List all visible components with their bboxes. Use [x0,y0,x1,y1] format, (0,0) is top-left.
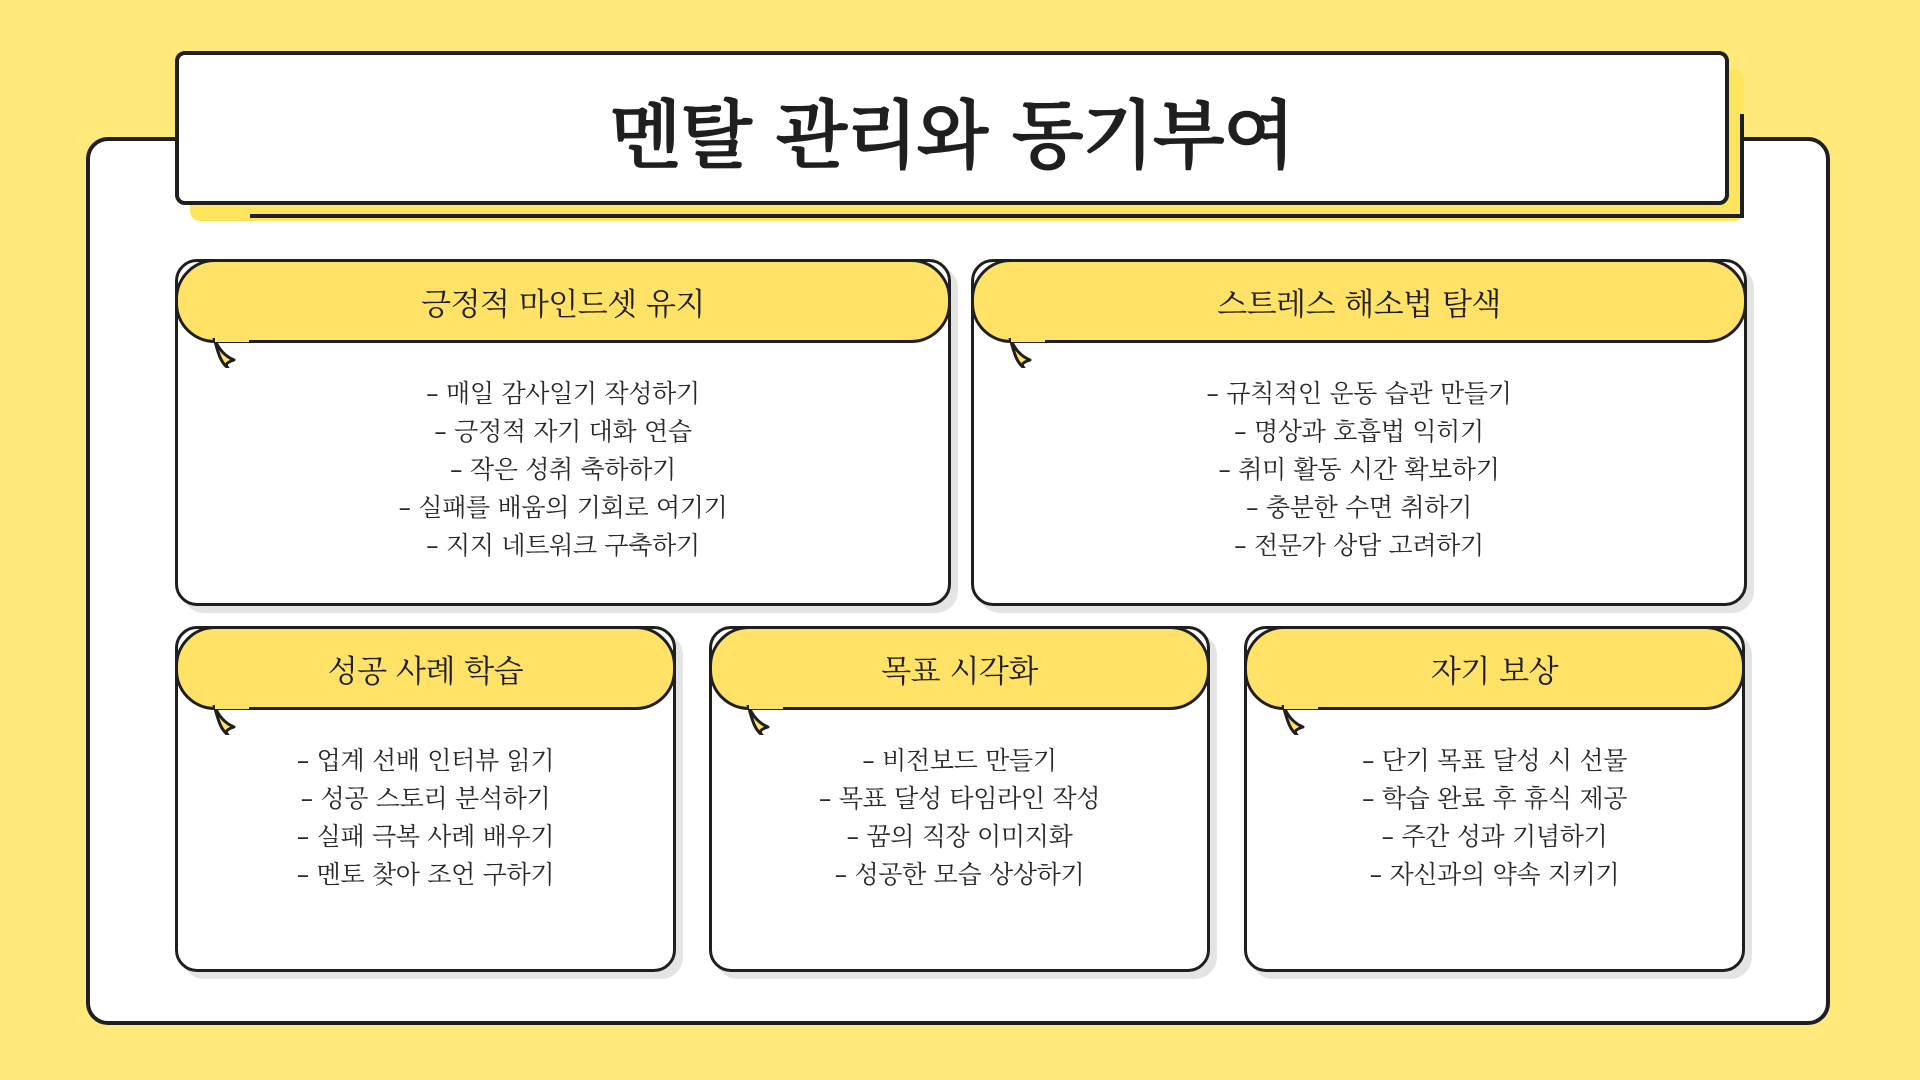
list-item: – 실패를 배움의 기회로 여기기 [398,493,728,522]
card-header [1244,626,1745,710]
title-box [175,51,1729,205]
list-item: – 멘토 찾아 조언 구하기 [296,860,555,889]
list-item: – 꿈의 직장 이미지화 [846,822,1073,851]
card-header-label: 긍정적 마인드셋 유지 [421,286,705,323]
title-shadow-edge [1740,114,1744,218]
card-list [178,742,673,894]
card-success-cases [175,626,676,972]
list-item: – 주간 성과 기념하기 [1381,822,1608,851]
card-header-label: 성공 사례 학습 [327,653,524,690]
list-item: – 지지 네트워크 구축하기 [426,531,700,560]
page-title: 멘탈 관리와 동기부여 [610,93,1294,179]
list-item: – 매일 감사일기 작성하기 [426,379,700,408]
card-header-label: 목표 시각화 [881,653,1038,690]
card-self-reward [1244,626,1745,972]
card-list [974,375,1744,565]
list-item: – 작은 성취 축하하기 [450,455,676,484]
speech-tail-icon [212,705,252,735]
speech-tail-icon [1281,705,1321,735]
card-list [178,375,948,565]
list-item: – 취미 활동 시간 확보하기 [1218,455,1500,484]
speech-tail-icon [746,705,786,735]
list-item: – 성공 스토리 분석하기 [300,784,551,813]
card-positive-mindset [175,259,951,606]
card-goal-visualization [709,626,1210,972]
speech-tail-icon [1008,338,1048,368]
list-item: – 자신과의 약속 지키기 [1369,860,1620,889]
card-header [971,259,1747,343]
card-header [709,626,1210,710]
card-list [712,742,1207,894]
list-item: – 단기 목표 달성 시 선물 [1361,746,1628,775]
card-stress-relief [971,259,1747,606]
list-item: – 긍정적 자기 대화 연습 [434,417,692,446]
card-header [175,626,676,710]
list-item: – 전문가 상담 고려하기 [1234,531,1484,560]
list-item: – 성공한 모습 상상하기 [834,860,1085,889]
list-item: – 비전보드 만들기 [862,746,1057,775]
list-item: – 명상과 호흡법 익히기 [1234,417,1484,446]
card-header-label: 자기 보상 [1430,653,1559,690]
list-item: – 목표 달성 타임라인 작성 [818,784,1101,813]
title-shadow-line [250,214,1744,218]
card-header-label: 스트레스 해소법 탐색 [1217,286,1501,323]
speech-tail-icon [212,338,252,368]
list-item: – 업계 선배 인터뷰 읽기 [296,746,555,775]
list-item: – 규칙적인 운동 습관 만들기 [1206,379,1512,408]
list-item: – 학습 완료 후 휴식 제공 [1361,784,1628,813]
card-header [175,259,951,343]
list-item: – 실패 극복 사례 배우기 [296,822,555,851]
list-item: – 충분한 수면 취하기 [1246,493,1472,522]
card-list [1247,742,1742,894]
